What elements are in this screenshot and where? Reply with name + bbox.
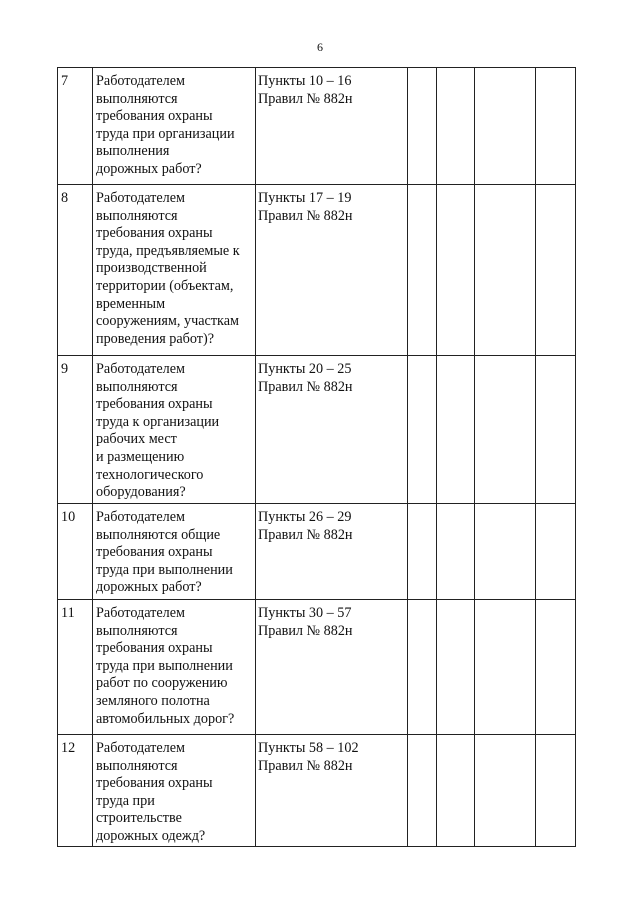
reference-text: Пункты 10 – 16 Правил № 882н [258, 73, 353, 107]
question-cell [93, 600, 256, 735]
table-row [58, 68, 576, 185]
row-number: 8 [61, 190, 69, 206]
question-cell [93, 735, 256, 847]
reference-text: Пункты 26 – 29 Правил № 882н [258, 509, 353, 543]
answer-not-applicable-cell[interactable] [475, 185, 536, 356]
answer-no-cell[interactable] [437, 600, 475, 735]
reference-cell [256, 600, 408, 735]
table-row [58, 185, 576, 356]
answer-yes-cell[interactable] [408, 68, 437, 185]
answer-yes-cell[interactable] [408, 356, 437, 504]
row-number-cell [58, 735, 93, 847]
table-row [58, 504, 576, 600]
answer-no-cell[interactable] [437, 185, 475, 356]
note-cell[interactable] [536, 185, 576, 356]
note-cell[interactable] [536, 356, 576, 504]
question-text: Работодателем выполняются требования охраны труда при выполнении работ по сооружению земляного полотна автомобильных дорог? [96, 605, 235, 727]
note-cell[interactable] [536, 600, 576, 735]
question-cell [93, 356, 256, 504]
answer-yes-cell[interactable] [408, 185, 437, 356]
reference-cell [256, 68, 408, 185]
page-number: 6 [317, 40, 323, 54]
table-row [58, 600, 576, 735]
question-text: Работодателем выполняются общие требования охраны труда при выполнении дорожных работ? [96, 509, 233, 596]
answer-not-applicable-cell[interactable] [475, 504, 536, 600]
answer-no-cell[interactable] [437, 735, 475, 847]
question-text: Работодателем выполняются требования охраны труда к организации рабочих мест и размещению технологического оборудования? [96, 361, 220, 501]
answer-not-applicable-cell[interactable] [475, 356, 536, 504]
reference-cell [256, 504, 408, 600]
table-row [58, 735, 576, 847]
answer-yes-cell[interactable] [408, 735, 437, 847]
answer-not-applicable-cell[interactable] [475, 735, 536, 847]
row-number-cell [58, 356, 93, 504]
answer-no-cell[interactable] [437, 68, 475, 185]
reference-cell [256, 735, 408, 847]
answer-yes-cell[interactable] [408, 504, 437, 600]
reference-text: Пункты 30 – 57 Правил № 882н [258, 605, 353, 639]
checklist-table [57, 67, 576, 847]
note-cell[interactable] [536, 504, 576, 600]
row-number: 7 [61, 73, 69, 89]
question-text: Работодателем выполняются требования охраны труда при организации выполнения дорожных работ? [96, 73, 235, 177]
question-text: Работодателем выполняются требования охраны труда, предъявляемые к производственной территории (объектам, временным сооружениям, участкам проведения работ)? [96, 190, 240, 347]
answer-yes-cell[interactable] [408, 600, 437, 735]
answer-no-cell[interactable] [437, 356, 475, 504]
row-number-cell [58, 185, 93, 356]
question-cell [93, 504, 256, 600]
row-number: 12 [61, 740, 76, 756]
answer-not-applicable-cell[interactable] [475, 600, 536, 735]
reference-text: Пункты 17 – 19 Правил № 882н [258, 190, 353, 224]
row-number-cell [58, 68, 93, 185]
reference-cell [256, 185, 408, 356]
question-cell [93, 185, 256, 356]
answer-not-applicable-cell[interactable] [475, 68, 536, 185]
note-cell[interactable] [536, 735, 576, 847]
note-cell[interactable] [536, 68, 576, 185]
row-number: 10 [61, 509, 76, 525]
reference-text: Пункты 20 – 25 Правил № 882н [258, 361, 353, 395]
row-number-cell [58, 504, 93, 600]
row-number: 11 [61, 605, 75, 621]
reference-text: Пункты 58 – 102 Правил № 882н [258, 740, 359, 774]
answer-no-cell[interactable] [437, 504, 475, 600]
table-row [58, 356, 576, 504]
question-cell [93, 68, 256, 185]
question-text: Работодателем выполняются требования охраны труда при строительстве дорожных одежд? [96, 740, 213, 844]
row-number-cell [58, 600, 93, 735]
row-number: 9 [61, 361, 69, 377]
reference-cell [256, 356, 408, 504]
